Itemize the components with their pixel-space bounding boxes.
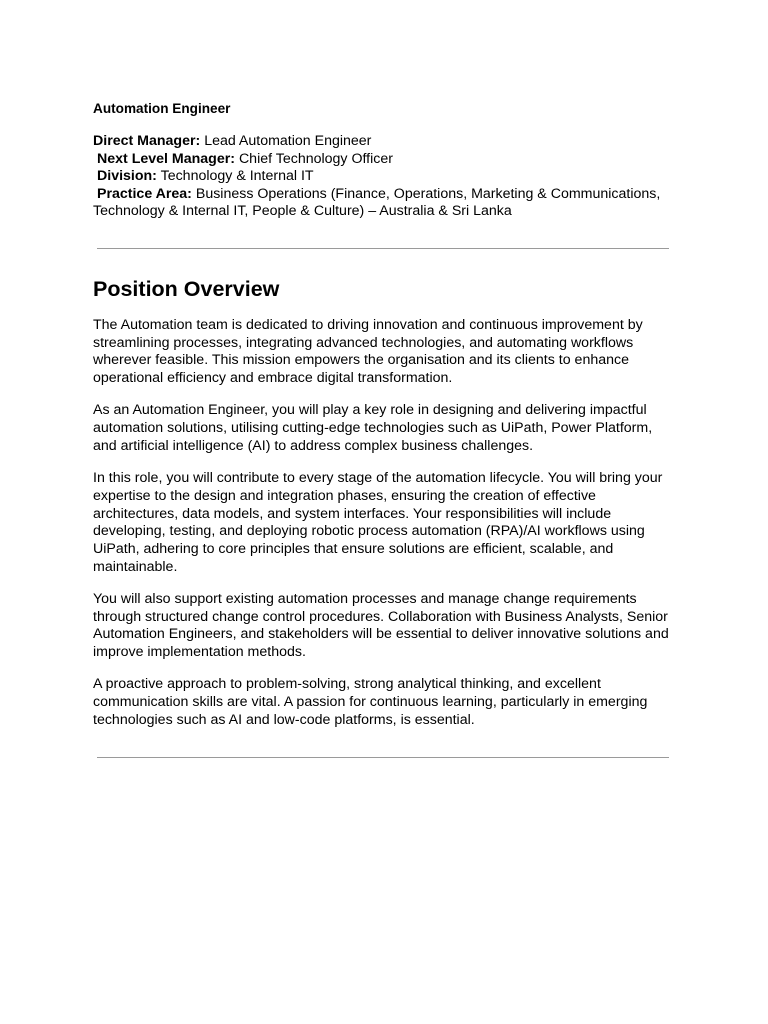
next-level-manager-row bbox=[93, 151, 693, 169]
paragraph: You will also support existing automation processes and manage change requirements through structured change control procedures. Collaboration with Business Analysts, Senior Automation Engineers, and stakeholders will be essential to deliver innovative solutions and improve implementation methods. bbox=[93, 590, 669, 661]
paragraph: A proactive approach to problem-solving, strong analytical thinking, and excellent communication skills are vital. A passion for continuous learning, particularly in emerging technologies such as AI and low-code platforms, is essential. bbox=[93, 676, 648, 728]
job-meta bbox=[93, 133, 693, 221]
job-title: Automation Engineer bbox=[93, 101, 231, 116]
practice-area-continuation-row bbox=[93, 203, 693, 221]
paragraph: As an Automation Engineer, you will play a key role in designing and delivering impactful automation solutions, utilising cutting-edge technologies such as UiPath, Power Platform, and artificial intelligence (AI) to address complex business challenges. bbox=[93, 402, 653, 454]
practice-area-value-line2: Technology & Internal IT, People & Culture) – Australia & Sri Lanka bbox=[93, 203, 512, 220]
paragraph: The Automation team is dedicated to driving innovation and continuous improvement by streamlining processes, integrating advanced technologies, and automating workflows wherever feasible. This mission empowers the organisation and its clients to enhance operational efficiency and embrace digital transformation. bbox=[93, 317, 643, 387]
practice-area-value-line1: Business Operations (Finance, Operations, Marketing & Communications, bbox=[195, 185, 661, 202]
divider-bottom bbox=[97, 757, 669, 758]
divider-top bbox=[97, 248, 669, 249]
division-row bbox=[93, 168, 693, 186]
next-level-manager-label: Next Level Manager: bbox=[97, 150, 235, 167]
practice-area-row bbox=[93, 186, 693, 204]
division-value: Technology & Internal IT bbox=[160, 168, 314, 185]
paragraph: In this role, you will contribute to every stage of the automation lifecycle. You will bring your expertise to the design and integration phases, ensuring the creation of effective architectures, data models, and system interfaces. Your responsibilities will include developing, testing, and deploying robotic process automation (RPA)/AI workflows using UiPath, adhering to core principles that ensure solutions are efficient, scalable, and maintainable. bbox=[93, 470, 663, 575]
section-heading: Position Overview bbox=[93, 277, 280, 301]
direct-manager-label: Direct Manager: bbox=[93, 133, 201, 149]
practice-area-label: Practice Area: bbox=[97, 185, 192, 202]
division-label: Division: bbox=[97, 168, 157, 185]
next-level-manager-value: Chief Technology Officer bbox=[238, 150, 393, 167]
direct-manager-value: Lead Automation Engineer bbox=[204, 133, 372, 149]
direct-manager-row bbox=[93, 133, 693, 151]
section-body bbox=[93, 317, 678, 744]
